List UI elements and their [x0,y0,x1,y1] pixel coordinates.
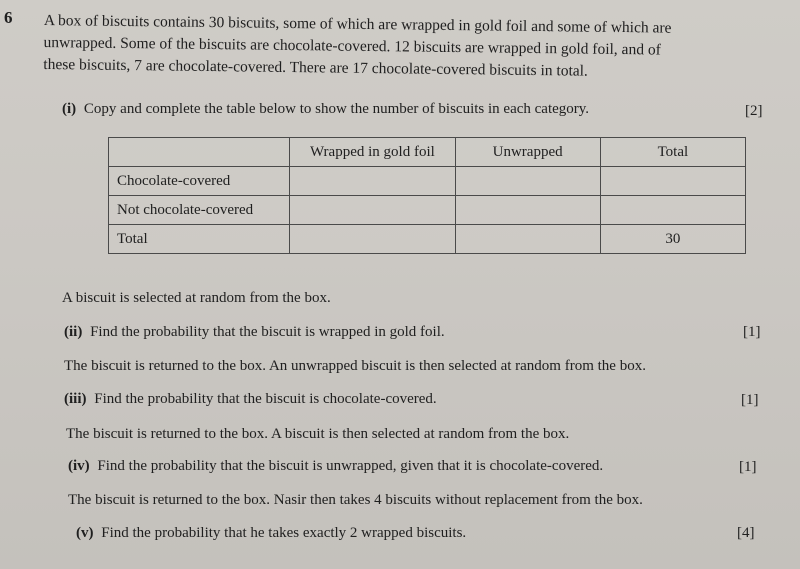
part-v [76,525,466,542]
part-iv-text: Find the probability that the biscuit is unwrapped, given that it is chocolate-covered. [97,458,604,474]
header-total: Total [600,138,745,167]
table-header-row [109,138,746,167]
part-iii [64,391,437,408]
table-corner-cell [109,138,290,167]
statement-4: The biscuit is returned to the box. Nasir then takes 4 biscuits without replacement from the box. [68,492,643,508]
part-iii-marks: [1] [741,392,759,408]
table-row [109,196,746,225]
row-label-total: Total [109,225,290,254]
part-i-label: (i) [62,101,77,117]
part-v-text: Find the probability that he takes exactly 2 wrapped biscuits. [101,525,467,541]
part-i-text: Copy and complete the table below to show the number of biscuits in each category. [83,101,590,117]
cell-total-unwrapped[interactable] [455,225,600,254]
statement-1: A biscuit is selected at random from the box. [62,290,331,306]
part-v-marks: [4] [737,525,755,541]
part-iv [68,458,603,475]
part-v-label: (v) [76,525,94,541]
cell-notchoc-unwrapped[interactable] [455,196,600,225]
part-iv-label: (iv) [68,458,90,474]
cell-notchoc-total[interactable] [600,196,745,225]
cell-choc-total[interactable] [600,167,745,196]
table-row [109,167,746,196]
question-number: 6 [4,8,13,27]
cell-notchoc-wrapped[interactable] [290,196,455,225]
header-unwrapped: Unwrapped [455,138,600,167]
table-row [109,225,746,254]
row-label-chocolate-covered: Chocolate-covered [109,167,290,196]
part-i-marks: [2] [745,103,763,119]
cell-choc-wrapped[interactable] [290,167,455,196]
part-iv-marks: [1] [739,459,757,475]
cell-total-total: 30 [600,225,745,254]
cell-choc-unwrapped[interactable] [455,167,600,196]
statement-2: The biscuit is returned to the box. An unwrapped biscuit is then selected at random from the box. [64,358,646,374]
part-i [62,101,589,118]
part-iii-label: (iii) [64,391,87,407]
intro-line-2: unwrapped. Some of the biscuits are chocolate-covered. 12 biscuits are wrapped in gold foil, and of [43,33,661,59]
header-wrapped-in-gold-foil: Wrapped in gold foil [290,138,455,167]
biscuit-category-table [108,137,746,254]
intro-line-3: these biscuits, 7 are chocolate-covered. There are 17 chocolate-covered biscuits in total. [43,55,588,80]
part-iii-text: Find the probability that the biscuit is chocolate-covered. [94,391,437,407]
intro-line-1: A box of biscuits contains 30 biscuits, some of which are wrapped in gold foil and some of which are [43,11,672,37]
row-label-not-chocolate-covered: Not chocolate-covered [109,196,290,225]
cell-total-wrapped[interactable] [290,225,455,254]
statement-3: The biscuit is returned to the box. A biscuit is then selected at random from the box. [66,426,570,442]
part-ii-marks: [1] [743,324,761,340]
question-intro [43,10,779,85]
part-ii-label: (ii) [64,324,83,340]
part-ii-text: Find the probability that the biscuit is wrapped in gold foil. [90,324,445,340]
part-ii [64,324,445,341]
